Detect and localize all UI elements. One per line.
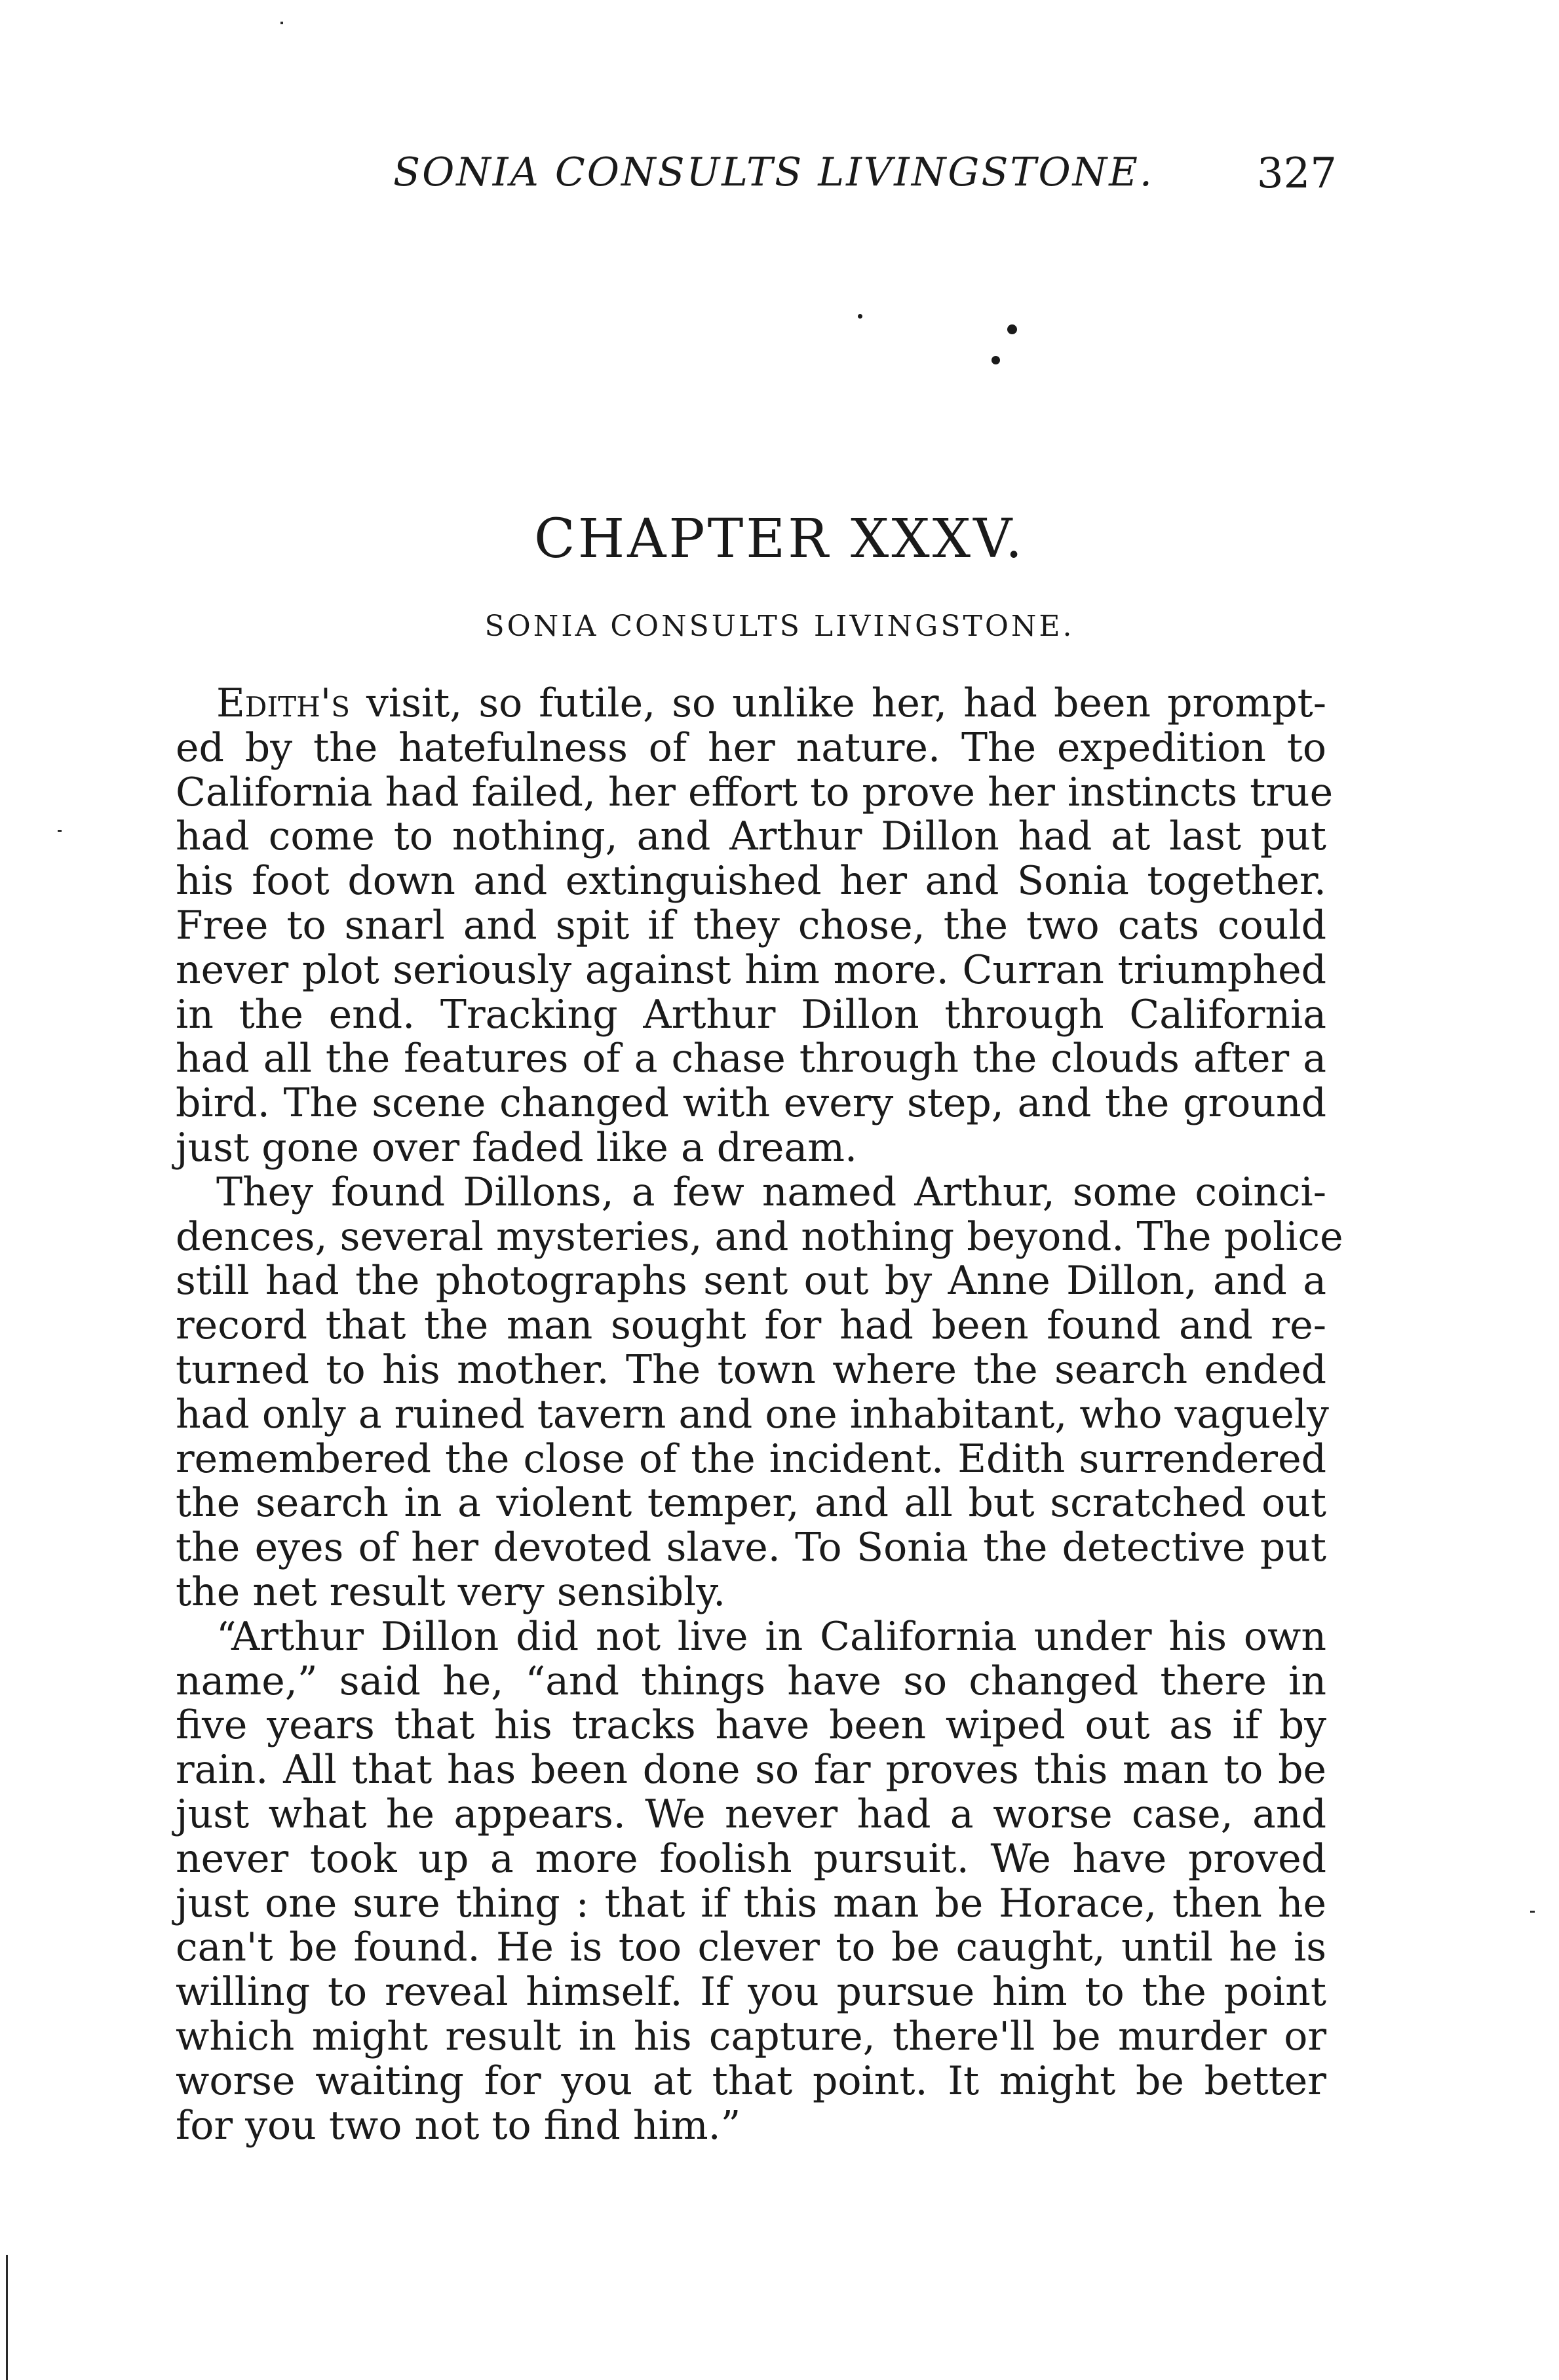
text-line: bird. The scene changed with every step, and the ground — [176, 1080, 1326, 1127]
text-line: for you two not to find him.” — [176, 2102, 741, 2149]
text-line: had all the features of a chase through the clouds after a — [176, 1036, 1326, 1082]
chapter-heading: CHAPTER XXXV. — [533, 508, 1026, 570]
text-line: ed by the hatefulness of her nature. The expedition to — [176, 724, 1326, 771]
text-line: dences, several mysteries, and nothing beyond. The police — [176, 1213, 1343, 1260]
text-line: turned to his mother. The town where the search ended — [176, 1346, 1326, 1393]
text-line: the eyes of her devoted slave. To Sonia the detective put — [176, 1525, 1326, 1571]
text-line: remembered the close of the incident. Edith surrendered — [176, 1435, 1326, 1482]
text-line: never plot seriously against him more. Curran triumphed — [176, 946, 1326, 993]
text-line: still had the photographs sent out by Anne Dillon, and a — [176, 1258, 1326, 1304]
scan-mark-right — [1530, 1911, 1535, 1913]
speck-dot — [991, 356, 1000, 364]
text-line: record that the man sought for had been found and re- — [176, 1302, 1326, 1349]
first-line-rest: visit, so futile, so unlike her, had been prompt- — [349, 680, 1326, 726]
running-head — [393, 149, 1337, 208]
text-line: Free to snarl and spit if they chose, the two cats could — [176, 902, 1326, 948]
print-specks — [852, 308, 1049, 413]
text-line: which might result in his capture, there'll be murder or — [176, 2013, 1326, 2059]
text-line: willing to reveal himself. If you pursue him to the point — [176, 1969, 1326, 2016]
body-text — [176, 680, 1343, 2149]
chapter-dropword: Edith's — [216, 680, 350, 726]
speck-dot — [1007, 324, 1017, 334]
chapter-subtitle: SONIA CONSULTS LIVINGSTONE. — [484, 610, 1075, 643]
text-line: worse waiting for you at that point. It might be better — [176, 2058, 1326, 2104]
text-line: can't be found. He is too clever to be caught, until he is — [176, 1924, 1326, 1971]
text-line: five years that his tracks have been wiped out as if by — [176, 1702, 1326, 1749]
text-line: the search in a violent temper, and all but scratched out — [176, 1480, 1326, 1527]
text-line: California had failed, her effort to prove her instincts true — [176, 769, 1334, 815]
running-title: SONIA CONSULTS LIVINGSTONE. — [393, 149, 1154, 195]
text-line: the net result very sensibly. — [176, 1569, 726, 1615]
text-line: just gone over faded like a dream. — [176, 1124, 858, 1171]
text-line: never took up a more foolish pursuit. We have proved — [176, 1835, 1326, 1882]
text-line — [176, 682, 1326, 726]
text-line: in the end. Tracking Arthur Dillon through California — [176, 991, 1326, 1038]
text-line: rain. All that has been done so far proves this man to be — [176, 1747, 1326, 1793]
text-line: his foot down and extinguished her and Sonia together. — [176, 858, 1326, 905]
scan-edge-line — [6, 2255, 8, 2380]
text-line: just what he appears. We never had a worse case, and — [176, 1791, 1326, 1837]
text-line: had come to nothing, and Arthur Dillon had at last put — [176, 813, 1326, 860]
page-number: 327 — [1256, 149, 1337, 198]
text-line: name,” said he, “and things have so changed there in — [176, 1658, 1326, 1704]
scan-mark-left — [58, 830, 62, 832]
text-line: They found Dillons, a few named Arthur, some coinci- — [216, 1169, 1326, 1215]
speck-dot — [858, 314, 862, 319]
scan-mark-top — [280, 22, 283, 24]
text-line: just one sure thing : that if this man be Horace, then he — [176, 1880, 1326, 1926]
text-line: had only a ruined tavern and one inhabitant, who vaguely — [176, 1391, 1329, 1437]
text-line: “Arthur Dillon did not live in California under his own — [216, 1613, 1326, 1660]
